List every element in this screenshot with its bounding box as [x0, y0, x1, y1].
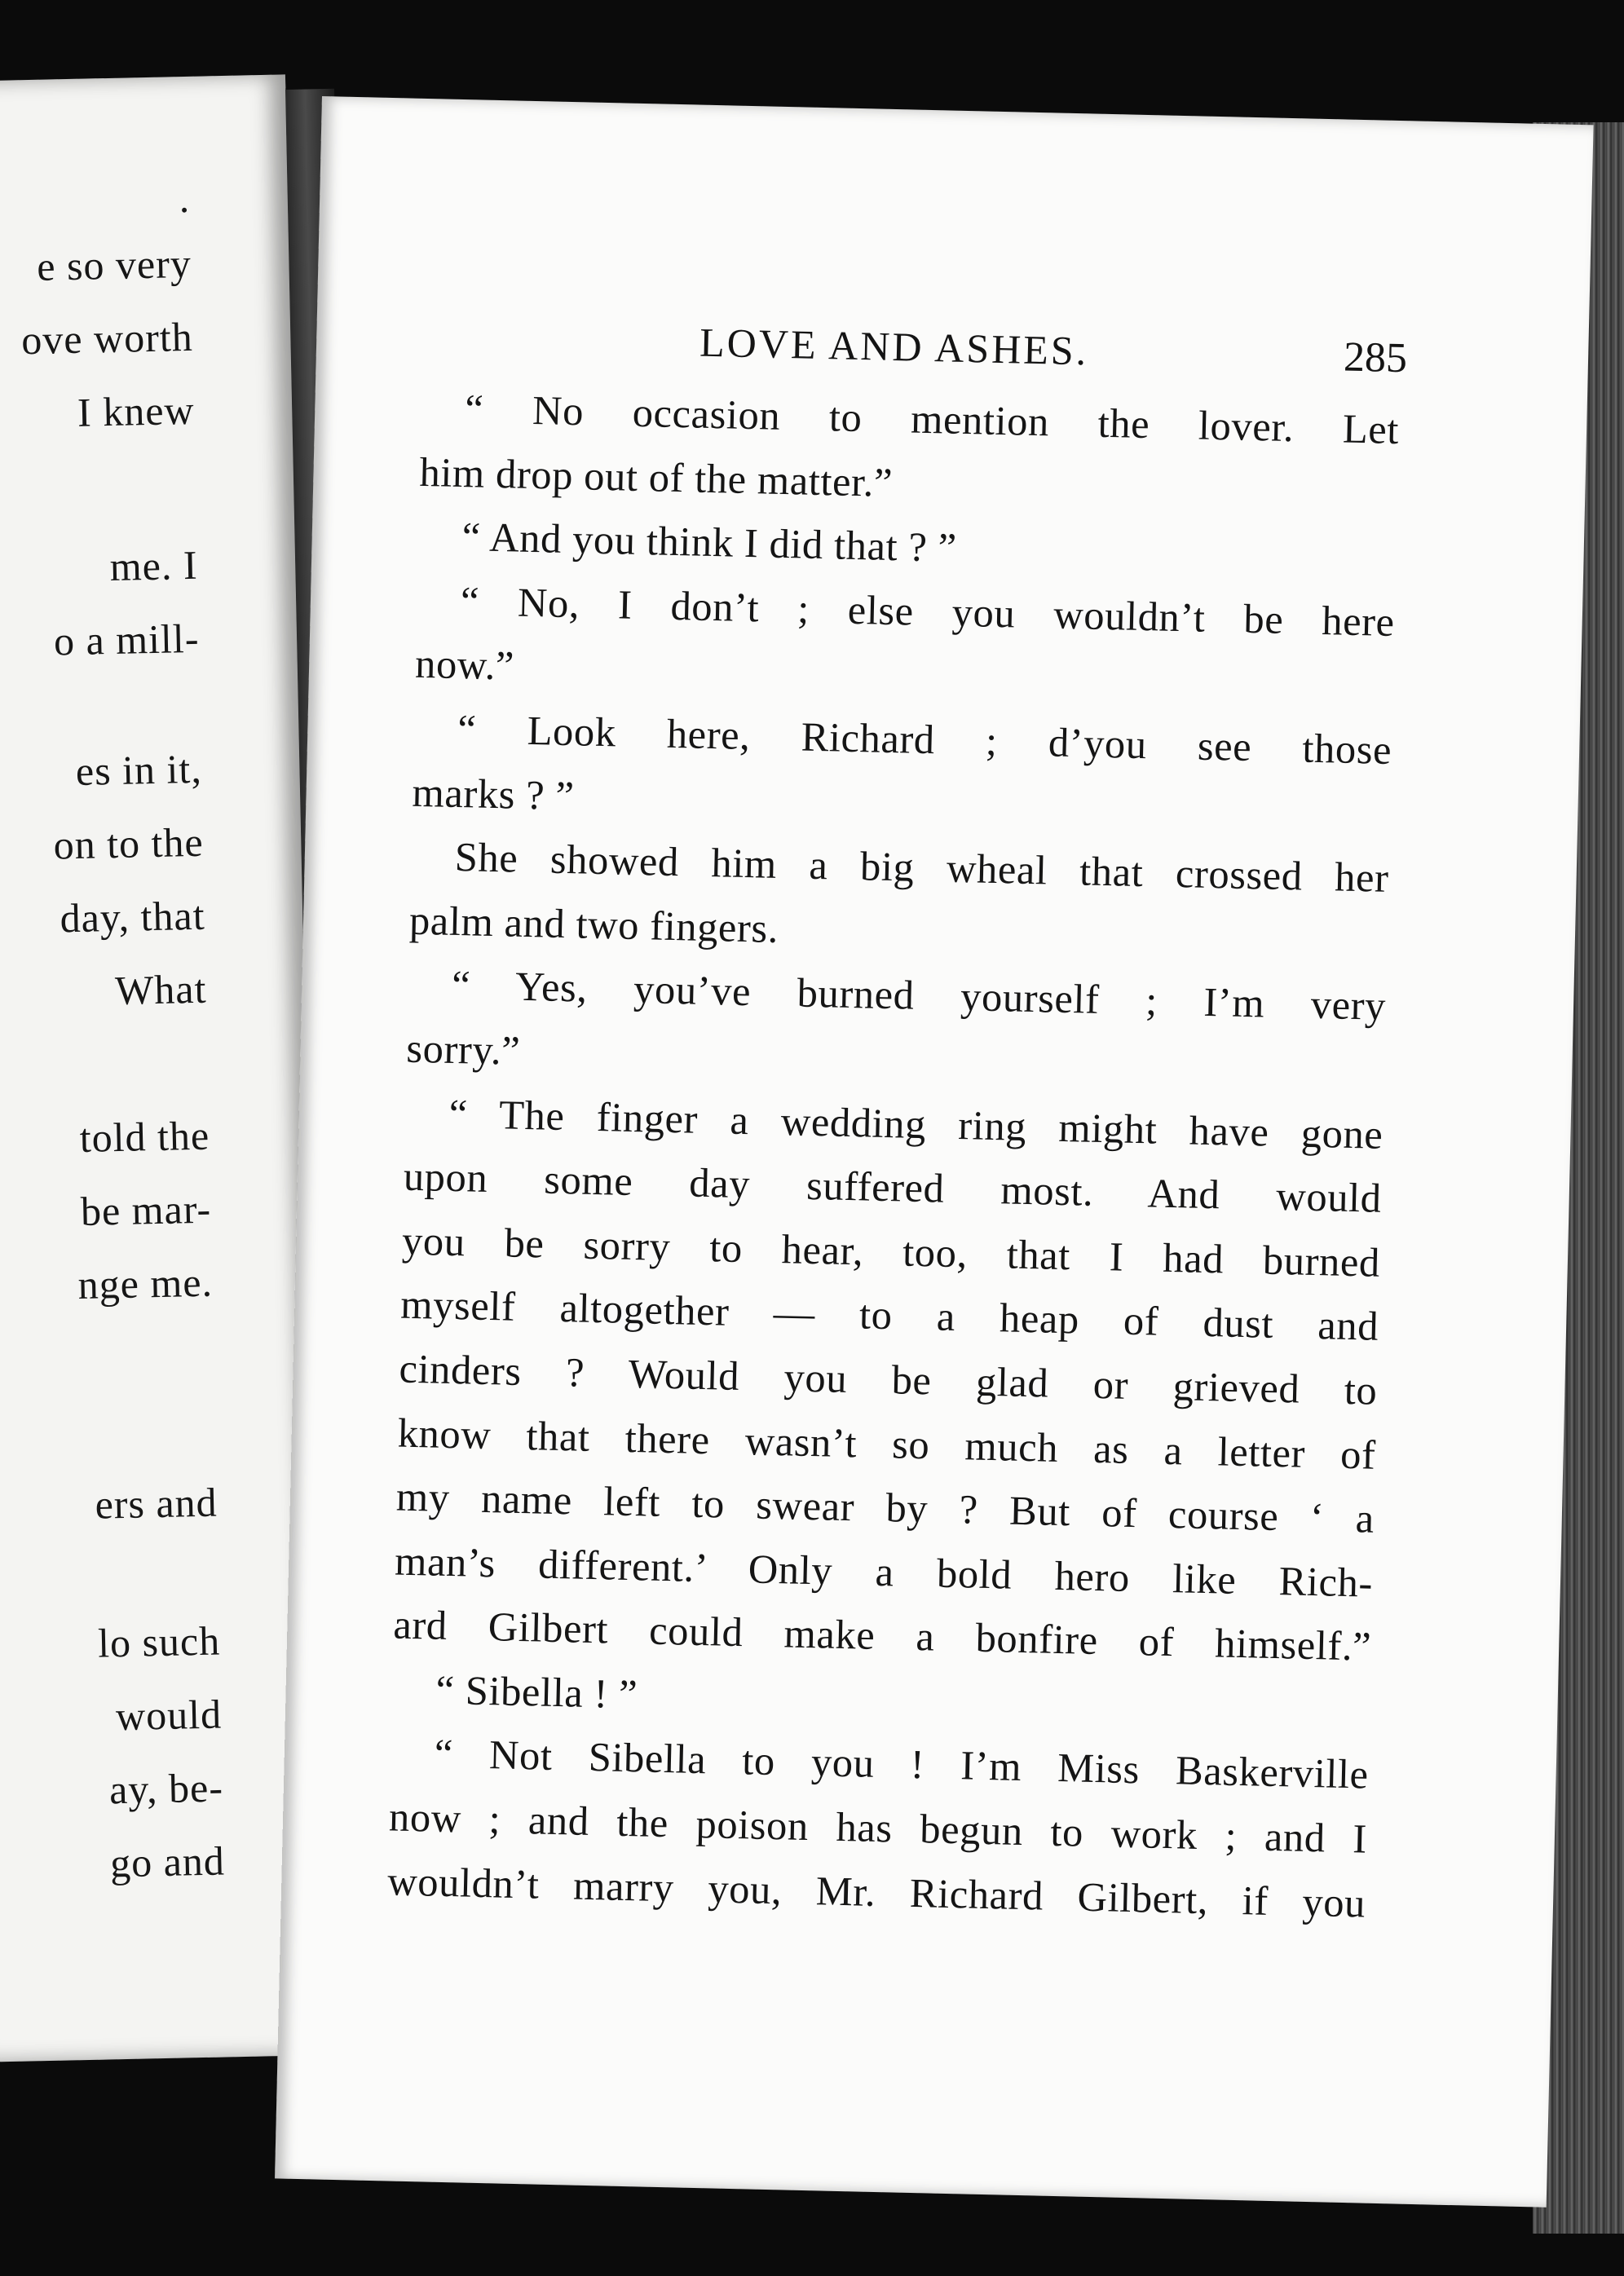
text-line: sorry.”	[405, 1025, 521, 1074]
body-text	[386, 376, 1399, 1935]
text-line: “ No, I don’t ; else you wouldn’t be here	[460, 577, 1396, 645]
left-page-fragment: be mar-	[80, 1185, 212, 1234]
left-page-fragment: nge me.	[77, 1259, 214, 1308]
text-line: “ Look here, Richard ; d’you see those	[457, 705, 1392, 773]
text-line: myself altogether — to a heap of dust and	[399, 1281, 1379, 1350]
text-line: now.”	[414, 641, 515, 689]
text-line: him drop out of the matter.”	[418, 448, 894, 505]
right-page	[275, 96, 1594, 2208]
text-line: “ And you think I did that ? ”	[461, 514, 958, 571]
text-line: you be sorry to hear, too, that I had burned	[401, 1217, 1381, 1286]
left-page-fragment: e so very	[36, 240, 192, 289]
left-page-fragment: on to the	[53, 818, 205, 868]
left-page-fragment: What	[114, 965, 207, 1014]
text-line: palm and two fingers.	[408, 897, 779, 951]
left-page-fragment: o a mill-	[53, 615, 200, 664]
left-page-fragment: .	[178, 174, 191, 222]
text-line: man’s different.’ Only a bold hero like Rich-	[394, 1537, 1374, 1606]
left-page-fragment: es in it,	[75, 745, 203, 794]
left-page-fragment: me. I	[109, 541, 199, 590]
left-page-fragment: ay, be-	[108, 1764, 224, 1813]
text-line: ard Gilbert could make a bonfire of himself.”	[392, 1601, 1372, 1670]
left-page-fragment: lo such	[97, 1617, 221, 1666]
text-line: cinders ? Would you be glad or grieved to	[398, 1345, 1378, 1414]
text-line: marks ? ”	[412, 769, 576, 818]
text-line: “ Not Sibella to you ! I’m Miss Baskerville	[434, 1731, 1370, 1798]
left-page-fragment: told the	[79, 1112, 210, 1161]
text-line: wouldn’t marry you, Mr. Richard Gilbert, if you	[386, 1858, 1366, 1926]
running-head: LOVE AND ASHES.	[699, 319, 1089, 374]
left-page-fragment: ers and	[95, 1479, 218, 1528]
text-line: now ; and the poison has begun to work ; and I	[388, 1793, 1368, 1862]
left-page-fragment: ove worth	[20, 313, 194, 364]
text-line: upon some day suffered most. And would	[403, 1153, 1383, 1221]
page-number: 285	[1343, 333, 1408, 382]
text-line: my name left to swear by ? But of course ‘ a	[395, 1473, 1375, 1542]
left-page-fragment: day, that	[60, 892, 206, 942]
text-line: She showed him a big wheal that crossed her	[454, 834, 1390, 902]
text-line: know that there wasn’t so much as a letter of	[397, 1409, 1377, 1478]
left-facing-page	[0, 74, 327, 2062]
left-page-fragment: would	[115, 1691, 223, 1740]
text-line: “ The finger a wedding ring might have gone	[448, 1090, 1384, 1158]
left-page-text-fragments	[0, 74, 327, 2062]
left-page-fragment: I knew	[77, 386, 196, 435]
left-page-fragment: go and	[109, 1837, 226, 1886]
text-line: “ Yes, you’ve burned yourself ; I’m very	[451, 962, 1387, 1030]
text-line: “ Sibella ! ”	[435, 1666, 638, 1718]
text-line: “ No occasion to mention the lover. Let	[464, 386, 1400, 453]
